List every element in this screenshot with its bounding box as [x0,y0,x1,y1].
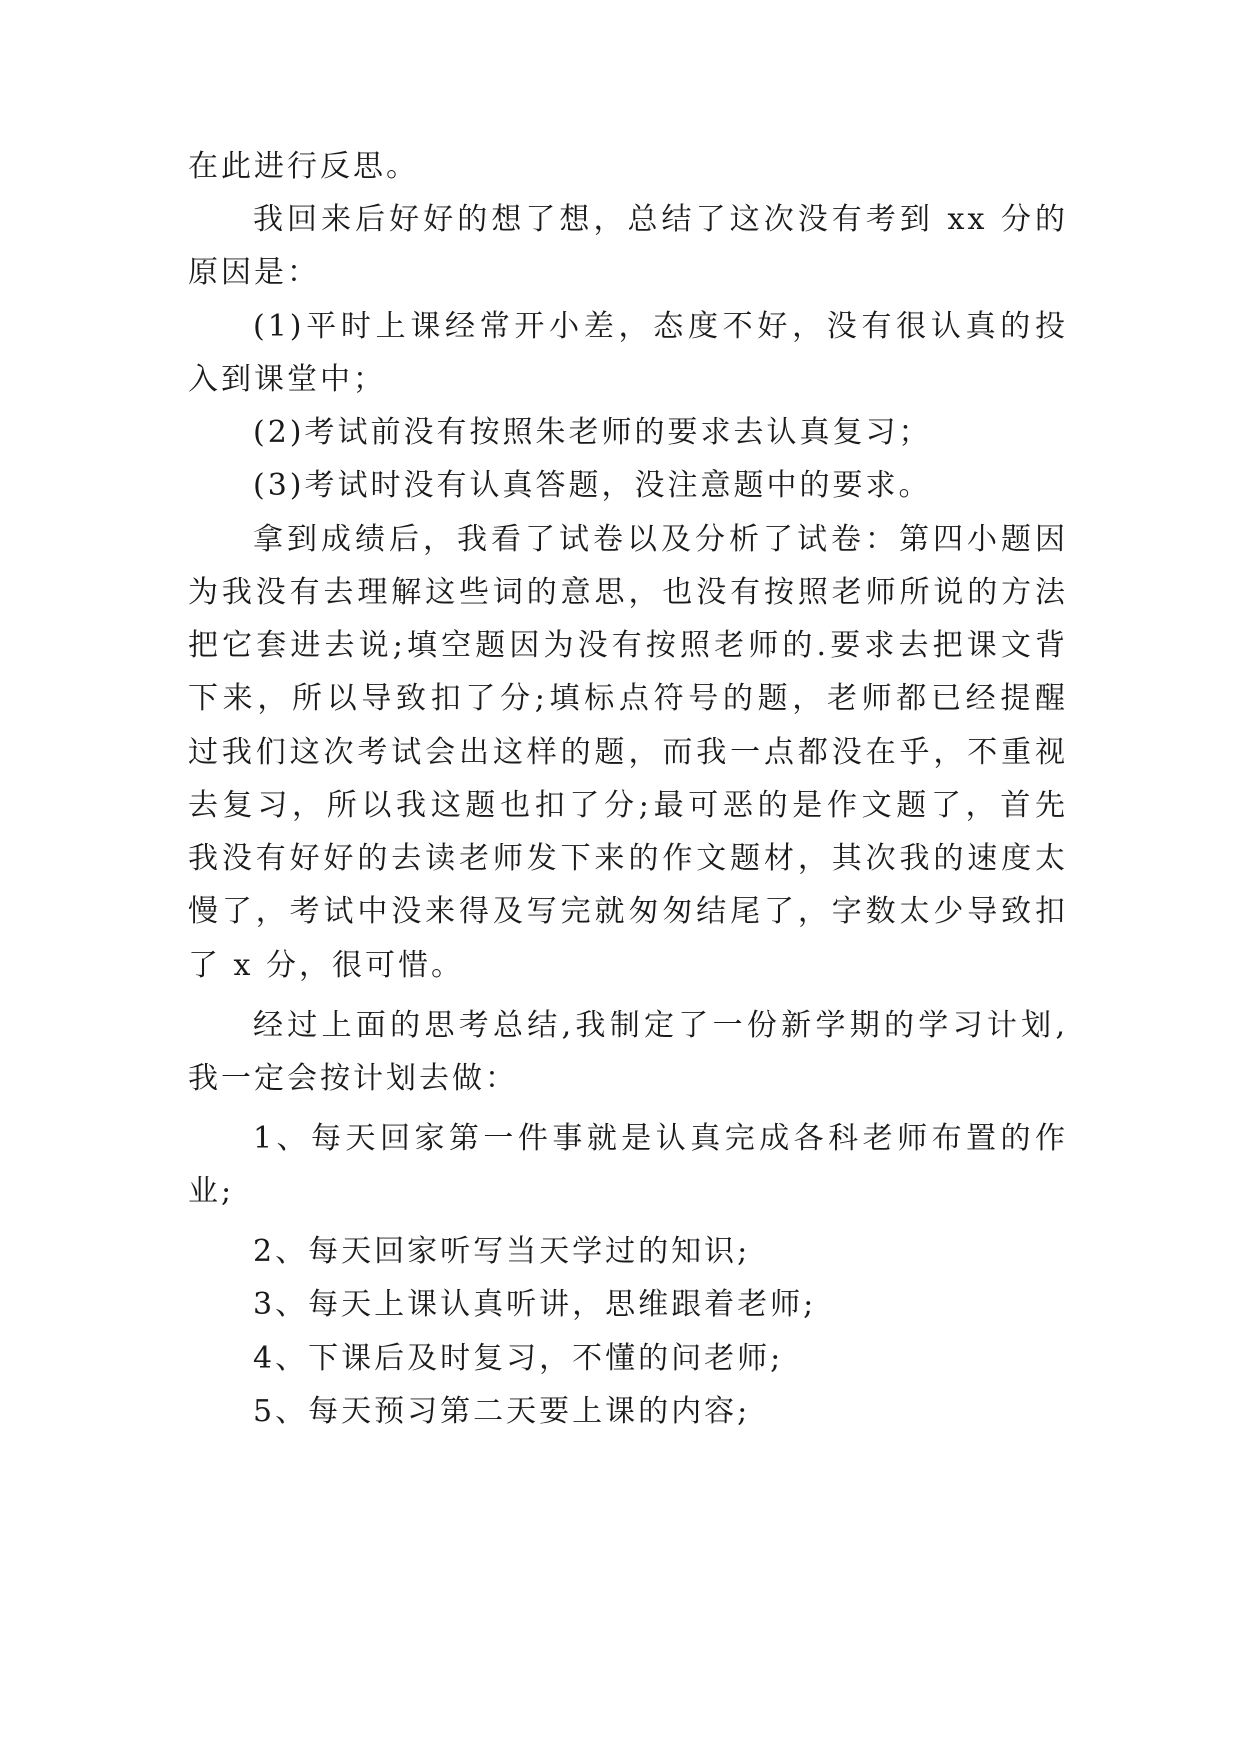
text-line: (1)平时上课经常开小差，态度不好，没有很认真的投 [253,309,1068,344]
text-line: 拿到成绩后，我看了试卷以及分析了试卷：第四小题因 [253,522,1068,557]
text-line: 过我们这次考试会出这样的题，而我一点都没在乎，不重视 [188,735,1068,770]
text-line: 下来，所以导致扣了分;填标点符号的题，老师都已经提醒 [188,681,1068,716]
text-line: 把它套进去说;填空题因为没有按照老师的.要求去把课文背 [188,628,1068,663]
text-line: 5、每天预习第二天要上课的内容; [253,1394,751,1429]
text-line: 在此进行反思。 [188,149,419,184]
text-line: 原因是： [188,255,320,290]
text-line: (2)考试前没有按照朱老师的要求去认真复习； [253,415,932,450]
text-line: 我回来后好好的想了想，总结了这次没有考到 xx 分的 [253,202,1068,237]
text-line: (3)考试时没有认真答题，没注意题中的要求。 [253,468,932,503]
text-line: 入到课堂中； [188,362,386,397]
text-line: 2、每天回家听写当天学过的知识; [253,1234,751,1269]
text-line: 去复习，所以我这题也扣了分;最可恶的是作文题了，首先 [188,788,1068,823]
text-line: 为我没有去理解这些词的意思，也没有按照老师所说的方法 [188,575,1068,610]
text-line: 我一定会按计划去做： [188,1061,518,1096]
text-line: 3、每天上课认真听讲，思维跟着老师; [253,1287,817,1322]
text-line: 慢了，考试中没来得及写完就匆匆结尾了，字数太少导致扣 [188,894,1068,929]
text-line: 4、下课后及时复习，不懂的问老师; [253,1341,784,1376]
text-line: 了 x 分，很可惜。 [188,948,464,983]
text-line: 我没有好好的去读老师发下来的作文题材，其次我的速度太 [188,841,1068,876]
text-line: 1、每天回家第一件事就是认真完成各科老师布置的作 [253,1121,1068,1156]
text-line: 经过上面的思考总结,我制定了一份新学期的学习计划, [253,1008,1068,1043]
text-line: 业; [188,1174,235,1209]
